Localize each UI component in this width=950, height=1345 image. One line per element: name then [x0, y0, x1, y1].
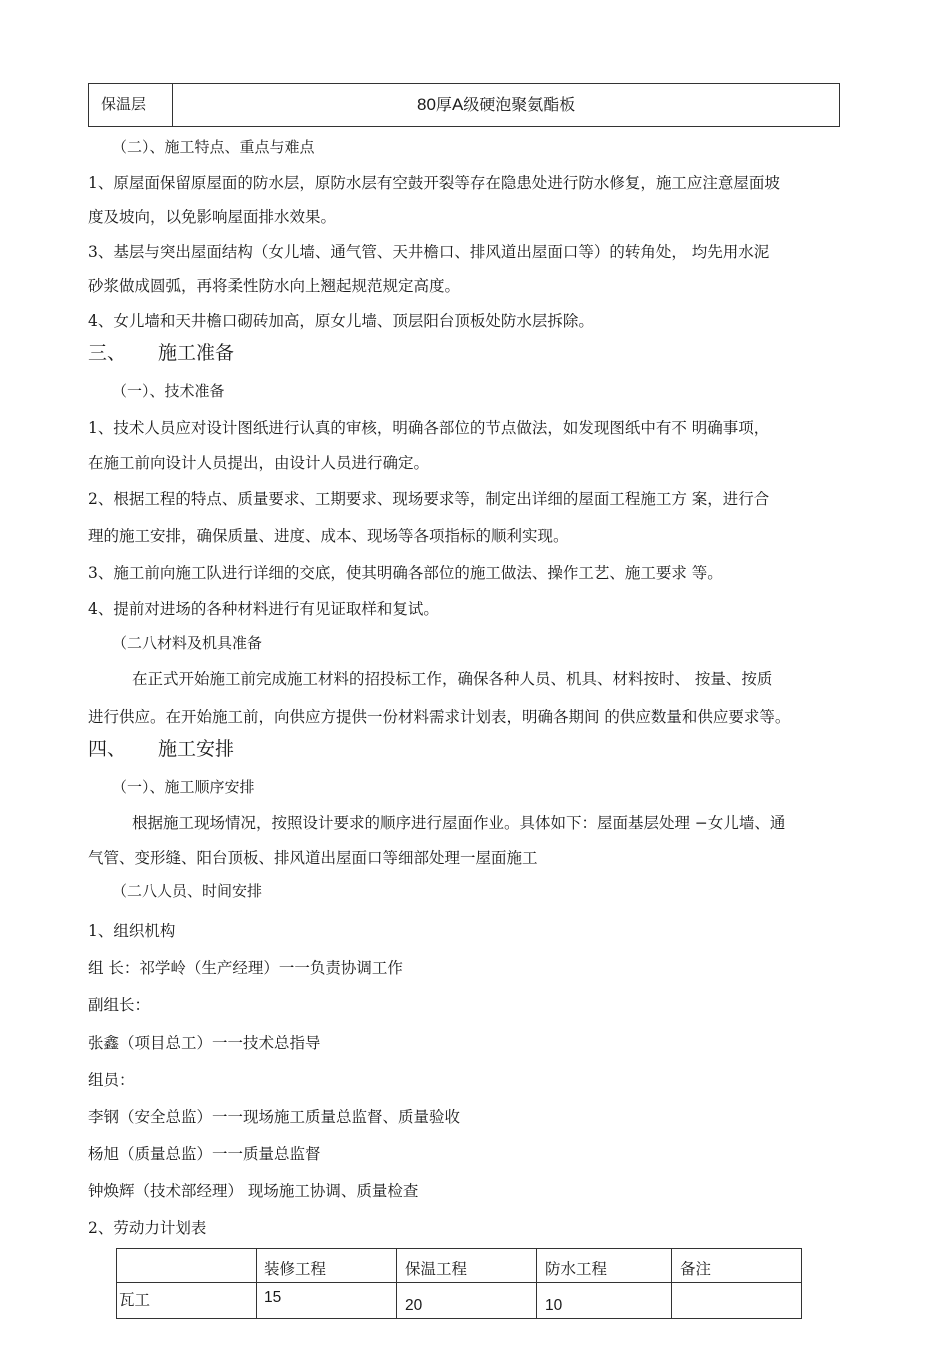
- paragraph-line: 1、原屋面保留原屋面的防水层，原防水层有空鼓开裂等存在隐患处进行防水修复，施工应注意屋面坡: [88, 174, 780, 192]
- section-number: 三、: [88, 342, 127, 364]
- paragraph-line: 根据施工现场情况，按照设计要求的顺序进行屋面作业。具体如下：屋面基层处理 −女儿墙、通: [132, 814, 786, 832]
- paragraph-line: 2、根据工程的特点、质量要求、工期要求、现场要求等，制定出详细的屋面工程施工方 案，进行合: [88, 490, 770, 508]
- paragraph-line: 4、提前对进场的各种材料进行有见证取样和复试。: [88, 600, 439, 618]
- paragraph-line: 在施工前向设计人员提出，由设计人员进行确定。: [88, 454, 430, 472]
- table-header-row: [117, 1249, 802, 1283]
- grade-letter: A: [451, 95, 464, 114]
- org-leader: 组 长：祁学岭（生产经理）一一负责协调工作: [88, 959, 403, 977]
- thickness-unit: 厚: [435, 95, 452, 114]
- table-header-cell: 防水工程: [537, 1249, 672, 1283]
- section-subheading: （二八材料及机具准备: [112, 634, 263, 652]
- insulation-table: [88, 83, 840, 127]
- section-heading: 施工安排: [158, 738, 235, 760]
- table-header-cell: [117, 1249, 257, 1283]
- section-subheading: （二）、施工特点、重点与难点: [112, 138, 315, 156]
- table-label-cell: 保温层: [101, 95, 147, 113]
- section-subheading: （二八人员、时间安排: [112, 882, 263, 900]
- paragraph-line: 进行供应。在开始施工前，向供应方提供一份材料需求计划表，明确各期间 的供应数量和供应要求等。: [88, 708, 791, 726]
- table-header-cell: 备注: [672, 1249, 802, 1283]
- table-row: [117, 1283, 802, 1319]
- labour-plan-table: [116, 1248, 802, 1319]
- section-subheading: （一）、施工顺序安排: [112, 778, 255, 796]
- paragraph-line: 3、基层与突出屋面结构（女儿墙、通气管、天井檐口、排风道出屋面口等）的转角处， 均先用水泥: [88, 243, 770, 261]
- table-header-cell: 装修工程: [257, 1249, 397, 1283]
- table-cell: 20: [397, 1283, 537, 1319]
- paragraph-line: 1、技术人员应对设计图纸进行认真的审核，明确各部位的节点做法，如发现图纸中有不 明确事项，: [88, 419, 770, 437]
- table-divider: [172, 84, 173, 126]
- section-heading: 施工准备: [158, 342, 235, 364]
- paragraph-line: 3、施工前向施工队进行详细的交底，使其明确各部位的施工做法、操作工艺、施工要求 等。: [88, 564, 723, 582]
- table-cell: 瓦工: [117, 1283, 257, 1319]
- org-members-label: 组员：: [88, 1071, 135, 1089]
- paragraph-line: 理的施工安排，确保质量、进度、成本、现场等各项指标的顺利实现。: [88, 527, 569, 545]
- paragraph-line: 气管、变形缝、阳台顶板、排风道出屋面口等细部处理一屋面施工: [88, 849, 538, 867]
- org-deputy-label: 副组长：: [88, 996, 151, 1014]
- paragraph-line: 砂浆做成圆弧，再将柔性防水向上翘起规范规定高度。: [88, 277, 461, 295]
- org-member: 钟焕辉（技术部经理） 现场施工协调、质量检查: [88, 1182, 419, 1200]
- org-member: 李钢（安全总监）一一现场施工质量总监督、质量验收: [88, 1108, 461, 1126]
- section-number: 四、: [88, 738, 127, 760]
- table-cell: [672, 1283, 802, 1319]
- section-subheading: （一）、技术准备: [112, 382, 225, 400]
- org-member: 杨旭（质量总监）一一质量总监督: [88, 1145, 321, 1163]
- table-cell: 10: [537, 1283, 672, 1319]
- org-member: 张鑫（项目总工）一一技术总指导: [88, 1034, 321, 1052]
- material-name: 级硬泡聚氨酯板: [463, 95, 576, 114]
- labour-table-title: 2、劳动力计划表: [88, 1219, 207, 1237]
- table-header-cell: 保温工程: [397, 1249, 537, 1283]
- table-value-cell: [417, 92, 575, 115]
- paragraph-line: 在正式开始施工前完成施工材料的招投标工作，确保各种人员、机具、材料按时、 按量、按质: [132, 670, 773, 688]
- table-cell: 15: [257, 1283, 397, 1319]
- org-title: 1、组织机构: [88, 922, 176, 940]
- paragraph-line: 度及坡向，以免影响屋面排水效果。: [88, 208, 337, 226]
- thickness-number: 80: [417, 95, 436, 114]
- paragraph-line: 4、女儿墙和天井檐口砌砖加高，原女儿墙、顶层阳台顶板处防水层拆除。: [88, 312, 594, 330]
